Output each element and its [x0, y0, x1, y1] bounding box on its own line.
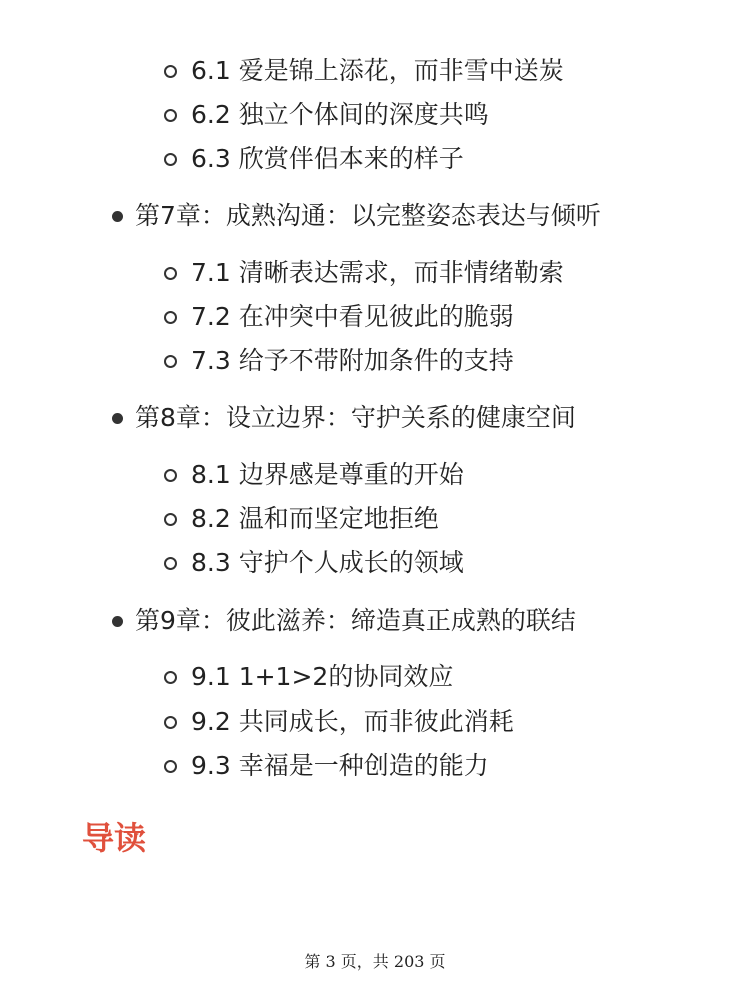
toc-subsection-label: 7.2 在冲突中看见彼此的脆弱	[191, 302, 514, 331]
toc-subsection-6-3[interactable]	[164, 139, 464, 179]
toc-subsection-7-3[interactable]	[164, 341, 514, 381]
toc-subsection-9-3[interactable]	[164, 746, 489, 786]
toc-subsection-label: 8.3 守护个人成长的领域	[191, 548, 464, 577]
toc-subsection-label: 8.2 温和而坚定地拒绝	[191, 504, 439, 533]
hollow-bullet-icon	[164, 513, 177, 526]
hollow-bullet-icon	[164, 355, 177, 368]
filled-bullet-icon	[112, 413, 123, 424]
toc-chapter-title: 第8章：设立边界：守护关系的健康空间	[135, 403, 576, 432]
toc-subsection-label: 6.2 独立个体间的深度共鸣	[191, 100, 489, 129]
toc-subsection-label: 9.2 共同成长，而非彼此消耗	[191, 707, 514, 736]
toc-subsection-8-2[interactable]	[164, 499, 439, 539]
toc-subsection-label: 7.1 清晰表达需求，而非情绪勒索	[191, 258, 564, 287]
hollow-bullet-icon	[164, 109, 177, 122]
toc-chapter-9[interactable]	[112, 601, 576, 641]
hollow-bullet-icon	[164, 557, 177, 570]
hollow-bullet-icon	[164, 760, 177, 773]
filled-bullet-icon	[112, 616, 123, 627]
toc-subsection-7-2[interactable]	[164, 297, 514, 337]
toc-subsection-9-2[interactable]	[164, 702, 514, 742]
toc-subsection-6-2[interactable]	[164, 95, 489, 135]
hollow-bullet-icon	[164, 65, 177, 78]
hollow-bullet-icon	[164, 671, 177, 684]
toc-chapter-7[interactable]	[112, 196, 601, 236]
toc-subsection-label: 8.1 边界感是尊重的开始	[191, 460, 464, 489]
toc-chapter-title: 第7章：成熟沟通：以完整姿态表达与倾听	[135, 201, 601, 230]
hollow-bullet-icon	[164, 153, 177, 166]
filled-bullet-icon	[112, 211, 123, 222]
toc-subsection-6-1[interactable]	[164, 51, 564, 91]
toc-subsection-label: 9.1 1+1>2的协同效应	[191, 662, 454, 691]
toc-subsection-7-1[interactable]	[164, 253, 564, 293]
toc-subsection-9-1[interactable]	[164, 657, 453, 697]
toc-subsection-label: 7.3 给予不带附加条件的支持	[191, 346, 514, 375]
page-number-footer: 第 3 页，共 203 页	[304, 952, 446, 971]
toc-subsection-label: 9.3 幸福是一种创造的能力	[191, 751, 489, 780]
hollow-bullet-icon	[164, 716, 177, 729]
toc-subsection-label: 6.3 欣赏伴侣本来的样子	[191, 144, 464, 173]
hollow-bullet-icon	[164, 469, 177, 482]
toc-chapter-title: 第9章：彼此滋养：缔造真正成熟的联结	[135, 606, 576, 635]
toc-subsection-label: 6.1 爱是锦上添花，而非雪中送炭	[191, 56, 564, 85]
section-heading: 导读	[82, 819, 147, 857]
toc-chapter-8[interactable]	[112, 398, 576, 438]
hollow-bullet-icon	[164, 267, 177, 280]
toc-subsection-8-3[interactable]	[164, 543, 464, 583]
hollow-bullet-icon	[164, 311, 177, 324]
toc-subsection-8-1[interactable]	[164, 455, 464, 495]
